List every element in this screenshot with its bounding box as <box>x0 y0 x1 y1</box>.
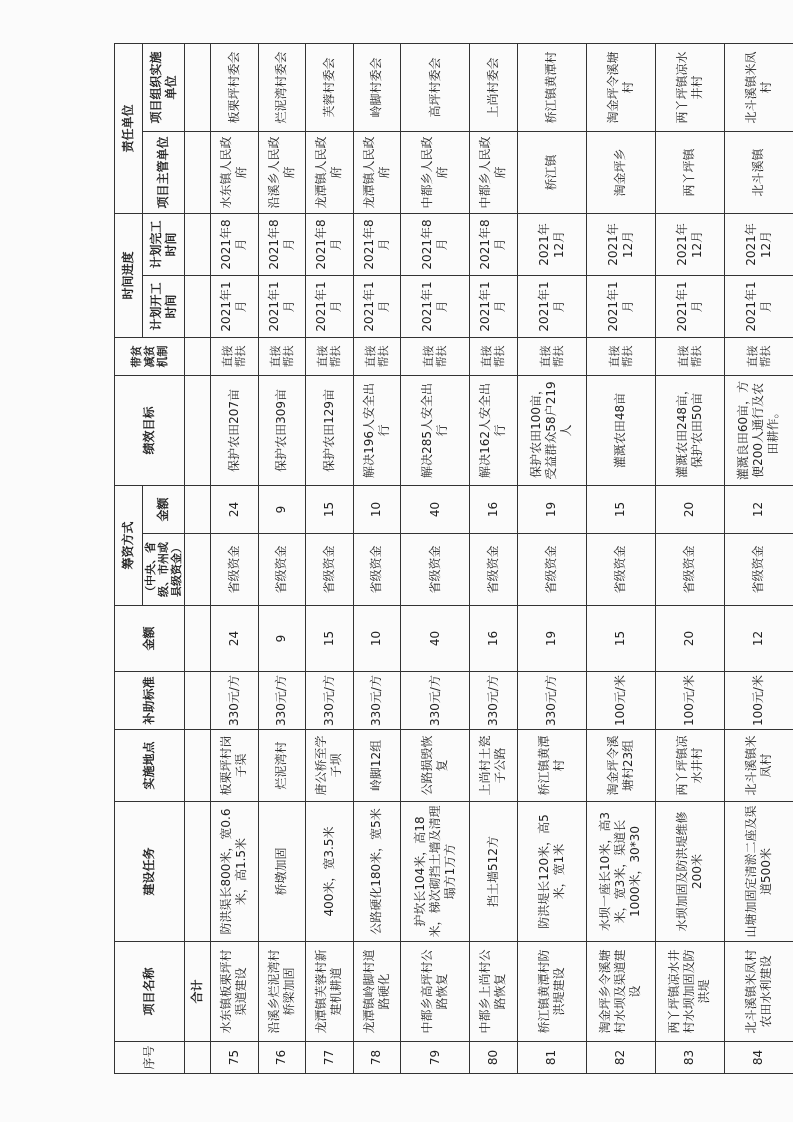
cell-supervisor: 龙潭镇人民政府 <box>353 131 401 213</box>
table-row <box>470 43 518 1073</box>
col-header-no: 序号 <box>115 1042 185 1074</box>
cell-amount: 15 <box>586 606 655 672</box>
cell-end: 2021年12月 <box>724 213 793 275</box>
cell-target: 灌溉良田60亩，方便200人通行及农田耕作。 <box>724 375 793 485</box>
col-header-task: 建设任务 <box>115 802 185 942</box>
cell-implementer: 上尚村委会 <box>470 43 518 131</box>
total-label: 合计 <box>185 942 211 1042</box>
cell-supervisor: 中都乡人民政府 <box>401 131 470 213</box>
cell-no: 82 <box>586 1042 655 1074</box>
cell-location: 两丫坪镇凉水井村 <box>655 730 724 802</box>
cell-fund-source: 省级资金 <box>517 534 586 606</box>
header-row-1 <box>115 43 143 1073</box>
table-row <box>353 43 401 1073</box>
cell-project-name: 中都乡上尚村公路恢复 <box>470 942 518 1042</box>
cell-implementer: 岭脚村委会 <box>353 43 401 131</box>
cell-implementer: 两丫坪镇凉水井村 <box>655 43 724 131</box>
col-header-location: 实施地点 <box>115 730 185 802</box>
cell-project-name: 龙潭镇岭脚村道路硬化 <box>353 942 401 1042</box>
cell-fund-source: 省级资金 <box>724 534 793 606</box>
cell-task: 防洪堤长120米，高5米，宽1米 <box>517 802 586 942</box>
cell-standard: 100元/米 <box>586 672 655 730</box>
cell-fund-amount: 19 <box>517 485 586 533</box>
cell-amount: 40 <box>401 606 470 672</box>
cell-standard: 330元/方 <box>353 672 401 730</box>
cell-amount: 9 <box>258 606 306 672</box>
cell-task: 护坎长104米，高18米，梯次砌挡土墙及清理塌方1万方 <box>401 802 470 942</box>
cell-standard: 330元/方 <box>470 672 518 730</box>
cell-supervisor: 桥江镇 <box>517 131 586 213</box>
cell-target: 保护农田309亩 <box>258 375 306 485</box>
cell-no: 78 <box>353 1042 401 1074</box>
cell-fund-amount: 12 <box>724 485 793 533</box>
cell-standard: 100元/米 <box>724 672 793 730</box>
cell-target: 解决285人安全出行 <box>401 375 470 485</box>
cell-start: 2021年1月 <box>470 275 518 337</box>
cell-standard: 330元/方 <box>211 672 259 730</box>
table-row <box>211 43 259 1073</box>
cell-no: 75 <box>211 1042 259 1074</box>
cell-fund-amount: 9 <box>258 485 306 533</box>
cell-target: 保护农田100亩，受益群众58户219人 <box>517 375 586 485</box>
cell-project-name: 水东镇板栗坪村渠道建设 <box>211 942 259 1042</box>
cell-amount: 15 <box>306 606 354 672</box>
cell-task: 水坝一座长10米，高3米，宽3米，渠道长1000米，30*30 <box>586 802 655 942</box>
cell-start: 2021年1月 <box>655 275 724 337</box>
cell-fund-source: 省级资金 <box>306 534 354 606</box>
col-header-funding-method: 筹资方式 <box>115 485 143 605</box>
cell-fund-source: 省级资金 <box>470 534 518 606</box>
cell-start: 2021年1月 <box>211 275 259 337</box>
table-row <box>586 43 655 1073</box>
col-header-fund-source: （中央、省级、市州或县级资金） <box>143 534 185 606</box>
cell-standard: 330元/方 <box>517 672 586 730</box>
cell-start: 2021年1月 <box>401 275 470 337</box>
cell-fund-source: 省级资金 <box>655 534 724 606</box>
col-header-performance-target: 绩效目标 <box>115 375 185 485</box>
cell-task: 挡土墙512方 <box>470 802 518 942</box>
cell-no: 81 <box>517 1042 586 1074</box>
cell-amount: 12 <box>724 606 793 672</box>
cell-target: 灌溉农田48亩 <box>586 375 655 485</box>
cell-project-name: 沿溪乡烂泥湾村桥梁加固 <box>258 942 306 1042</box>
cell-fund-amount: 40 <box>401 485 470 533</box>
cell-standard: 330元/方 <box>401 672 470 730</box>
col-header-amount: 金额 <box>115 606 185 672</box>
cell-supervisor: 北斗溪镇 <box>724 131 793 213</box>
cell-start: 2021年1月 <box>724 275 793 337</box>
cell-start: 2021年1月 <box>306 275 354 337</box>
cell-start: 2021年1月 <box>586 275 655 337</box>
cell-supervisor: 淘金坪乡 <box>586 131 655 213</box>
cell-amount: 19 <box>517 606 586 672</box>
cell-fund-amount: 24 <box>211 485 259 533</box>
cell-amount: 10 <box>353 606 401 672</box>
col-header-implementer: 项目组织实施单位 <box>143 43 185 131</box>
cell-end: 2021年8月 <box>258 213 306 275</box>
cell-fund-source: 省级资金 <box>401 534 470 606</box>
cell-target: 保护农田207亩 <box>211 375 259 485</box>
col-header-start: 计划开工时间 <box>143 275 185 337</box>
col-header-end: 计划完工时间 <box>143 213 185 275</box>
cell-end: 2021年12月 <box>517 213 586 275</box>
cell-end: 2021年8月 <box>353 213 401 275</box>
cell-mechanism: 直接帮扶 <box>401 337 470 375</box>
cell-project-name: 中都乡高坪村公路恢复 <box>401 942 470 1042</box>
cell-location: 公路损毁恢复 <box>401 730 470 802</box>
cell-project-name: 淘金坪乡令溪塘村水坝及渠道建设 <box>586 942 655 1042</box>
cell-mechanism: 直接帮扶 <box>724 337 793 375</box>
rotated-table-container <box>114 44 792 1074</box>
cell-location: 板栗坪村岗子渠 <box>211 730 259 802</box>
cell-fund-amount: 15 <box>586 485 655 533</box>
cell-standard: 330元/方 <box>306 672 354 730</box>
cell-location: 烂泥湾村 <box>258 730 306 802</box>
cell-mechanism: 直接帮扶 <box>258 337 306 375</box>
table-row <box>401 43 470 1073</box>
cell-project-name: 龙潭镇芙蓉村新建机耕道 <box>306 942 354 1042</box>
cell-task: 400米，宽3.5米 <box>306 802 354 942</box>
cell-project-name: 桥江镇黄潭村防洪堤建设 <box>517 942 586 1042</box>
cell-task: 桥墩加固 <box>258 802 306 942</box>
col-header-schedule: 时间进度 <box>115 213 143 337</box>
cell-end: 2021年8月 <box>401 213 470 275</box>
cell-mechanism: 直接帮扶 <box>586 337 655 375</box>
cell-target: 保护农田129亩 <box>306 375 354 485</box>
cell-mechanism: 直接帮扶 <box>211 337 259 375</box>
cell-mechanism: 直接帮扶 <box>517 337 586 375</box>
cell-start: 2021年1月 <box>353 275 401 337</box>
cell-fund-amount: 20 <box>655 485 724 533</box>
cell-implementer: 北斗溪镇米凤村 <box>724 43 793 131</box>
cell-location: 上尚村土瓷子公路 <box>470 730 518 802</box>
cell-no: 83 <box>655 1042 724 1074</box>
cell-mechanism: 直接帮扶 <box>470 337 518 375</box>
cell-implementer: 淘金坪令溪塘村 <box>586 43 655 131</box>
cell-implementer: 烂泥湾村委会 <box>258 43 306 131</box>
cell-no: 79 <box>401 1042 470 1074</box>
cell-task: 水坝加固及防洪堤维修200米 <box>655 802 724 942</box>
cell-implementer: 高坪村委会 <box>401 43 470 131</box>
cell-amount: 20 <box>655 606 724 672</box>
cell-location: 北斗溪镇米凤村 <box>724 730 793 802</box>
cell-start: 2021年1月 <box>258 275 306 337</box>
cell-end: 2021年8月 <box>470 213 518 275</box>
cell-task: 山塘加固定清淤二座及渠道500米 <box>724 802 793 942</box>
total-row <box>185 43 211 1073</box>
cell-location: 岭脚12组 <box>353 730 401 802</box>
cell-mechanism: 直接帮扶 <box>306 337 354 375</box>
cell-start: 2021年1月 <box>517 275 586 337</box>
cell-target: 灌溉农田248亩，保护农田50亩 <box>655 375 724 485</box>
cell-mechanism: 直接帮扶 <box>353 337 401 375</box>
cell-location: 桥江镇黄潭村 <box>517 730 586 802</box>
cell-end: 2021年12月 <box>655 213 724 275</box>
cell-amount: 16 <box>470 606 518 672</box>
cell-supervisor: 龙潭镇人民政府 <box>306 131 354 213</box>
cell-fund-source: 省级资金 <box>353 534 401 606</box>
cell-fund-amount: 15 <box>306 485 354 533</box>
cell-project-name: 北斗溪镇米凤村农田水利建设 <box>724 942 793 1042</box>
table-row <box>517 43 586 1073</box>
cell-mechanism: 直接帮扶 <box>655 337 724 375</box>
cell-task: 公路硬化180米，宽5米 <box>353 802 401 942</box>
cell-no: 80 <box>470 1042 518 1074</box>
table-row <box>258 43 306 1073</box>
cell-fund-source: 省级资金 <box>586 534 655 606</box>
table-row <box>724 43 793 1073</box>
cell-target: 解决196人安全出行 <box>353 375 401 485</box>
cell-amount: 24 <box>211 606 259 672</box>
cell-implementer: 板栗坪村委会 <box>211 43 259 131</box>
cell-supervisor: 两丫坪镇 <box>655 131 724 213</box>
cell-no: 76 <box>258 1042 306 1074</box>
cell-fund-amount: 10 <box>353 485 401 533</box>
cell-supervisor: 沿溪乡人民政府 <box>258 131 306 213</box>
col-header-mechanism: 带贫减贫机制 <box>115 337 185 375</box>
cell-end: 2021年8月 <box>211 213 259 275</box>
cell-fund-source: 省级资金 <box>211 534 259 606</box>
cell-supervisor: 中都乡人民政府 <box>470 131 518 213</box>
cell-end: 2021年12月 <box>586 213 655 275</box>
col-header-supervisor: 项目主管单位 <box>143 131 185 213</box>
cell-end: 2021年8月 <box>306 213 354 275</box>
col-header-project-name: 项目名称 <box>115 942 185 1042</box>
cell-fund-source: 省级资金 <box>258 534 306 606</box>
cell-no: 84 <box>724 1042 793 1074</box>
cell-location: 淘金坪令溪塘村23组 <box>586 730 655 802</box>
cell-standard: 330元/方 <box>258 672 306 730</box>
cell-fund-amount: 16 <box>470 485 518 533</box>
cell-target: 解决162人安全出行 <box>470 375 518 485</box>
cell-implementer: 芙蓉村委会 <box>306 43 354 131</box>
cell-implementer: 桥江镇黄潭村 <box>517 43 586 131</box>
col-header-responsible: 责任单位 <box>115 43 143 213</box>
cell-project-name: 两丫坪镇凉水井村水坝加固及防洪堤 <box>655 942 724 1042</box>
table-row <box>306 43 354 1073</box>
cell-no: 77 <box>306 1042 354 1074</box>
cell-standard: 100元/米 <box>655 672 724 730</box>
col-header-subsidy-standard: 补助标准 <box>115 672 185 730</box>
cell-location: 唐公桥至学子坝 <box>306 730 354 802</box>
cell-supervisor: 水东镇人民政府 <box>211 131 259 213</box>
col-header-fund-amount: 金额 <box>143 485 185 533</box>
project-table <box>114 43 793 1074</box>
cell-task: 防洪渠长800米，宽0.6米，高1.5米 <box>211 802 259 942</box>
table-row <box>655 43 724 1073</box>
